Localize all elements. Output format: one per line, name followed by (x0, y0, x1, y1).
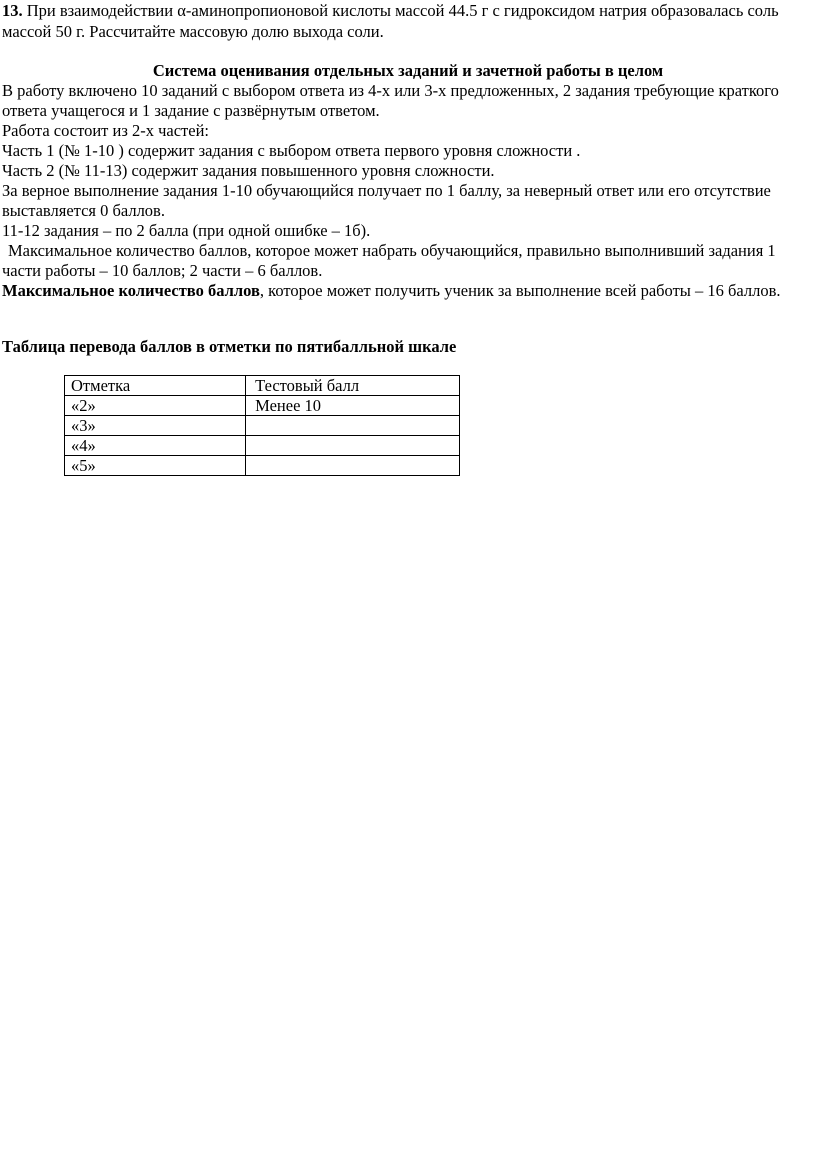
paragraph-max-per-part: Максимальное количество баллов, которое может набрать обучающийся, правильно выполнивший задания 1 части работы – 10 баллов; 2 части – 6 баллов. (2, 241, 776, 280)
header-grade: Отметка (65, 376, 246, 396)
grade-cell: «3» (65, 416, 246, 436)
score-cell (246, 456, 460, 476)
score-cell: Менее 10 (246, 396, 460, 416)
table-row (65, 456, 460, 476)
task-text: При взаимодействии α-аминопропионовой кислоты массой 44.5 г с гидроксидом натрия образовалась соль массой 50 г. Рассчитайте массовую долю выхода соли. (2, 1, 779, 41)
paragraph-max-total (2, 281, 814, 301)
paragraph-parts: Работа состоит из 2-х частей: (2, 121, 209, 140)
paragraph-part-2: Часть 2 (№ 11-13) содержит задания повышенного уровня сложности. (2, 161, 495, 180)
max-score-bold: Максимальное количество баллов (2, 281, 260, 300)
grade-cell: «2» (65, 396, 246, 416)
task-13 (2, 1, 814, 42)
paragraph-scoring-11-12: 11-12 задания – по 2 балла (при одной ошибке – 1б). (2, 221, 371, 240)
task-number: 13. (2, 1, 23, 20)
score-cell (246, 416, 460, 436)
section-heading: Система оценивания отдельных заданий и зачетной работы в целом (152, 61, 664, 80)
table-row (65, 416, 460, 436)
table-row (65, 436, 460, 456)
paragraph-scoring-1-10: За верное выполнение задания 1-10 обучающийся получает по 1 баллу, за неверный ответ или его отсутствие выставляется 0 баллов. (2, 181, 771, 220)
table-row (65, 396, 460, 416)
max-score-rest: , которое может получить ученик за выполнение всей работы – 16 баллов. (259, 281, 781, 300)
grade-cell: «4» (65, 436, 246, 456)
paragraph-part-1: Часть 1 (№ 1-10 ) содержит задания с выбором ответа первого уровня сложности . (2, 141, 581, 160)
document-page (2, 0, 814, 357)
paragraph-structure: В работу включено 10 заданий с выбором ответа из 4-х или 3-х предложенных, 2 задания требующие краткого ответа учащегося и 1 задание с развёрнутым ответом. (2, 81, 779, 120)
grade-cell: «5» (65, 456, 246, 476)
grade-conversion-table (64, 375, 460, 476)
header-test-score: Тестовый балл (246, 376, 460, 396)
table-title: Таблица перевода баллов в отметки по пятибалльной шкале (2, 337, 457, 356)
score-cell (246, 436, 460, 456)
table-header-row (65, 376, 460, 396)
